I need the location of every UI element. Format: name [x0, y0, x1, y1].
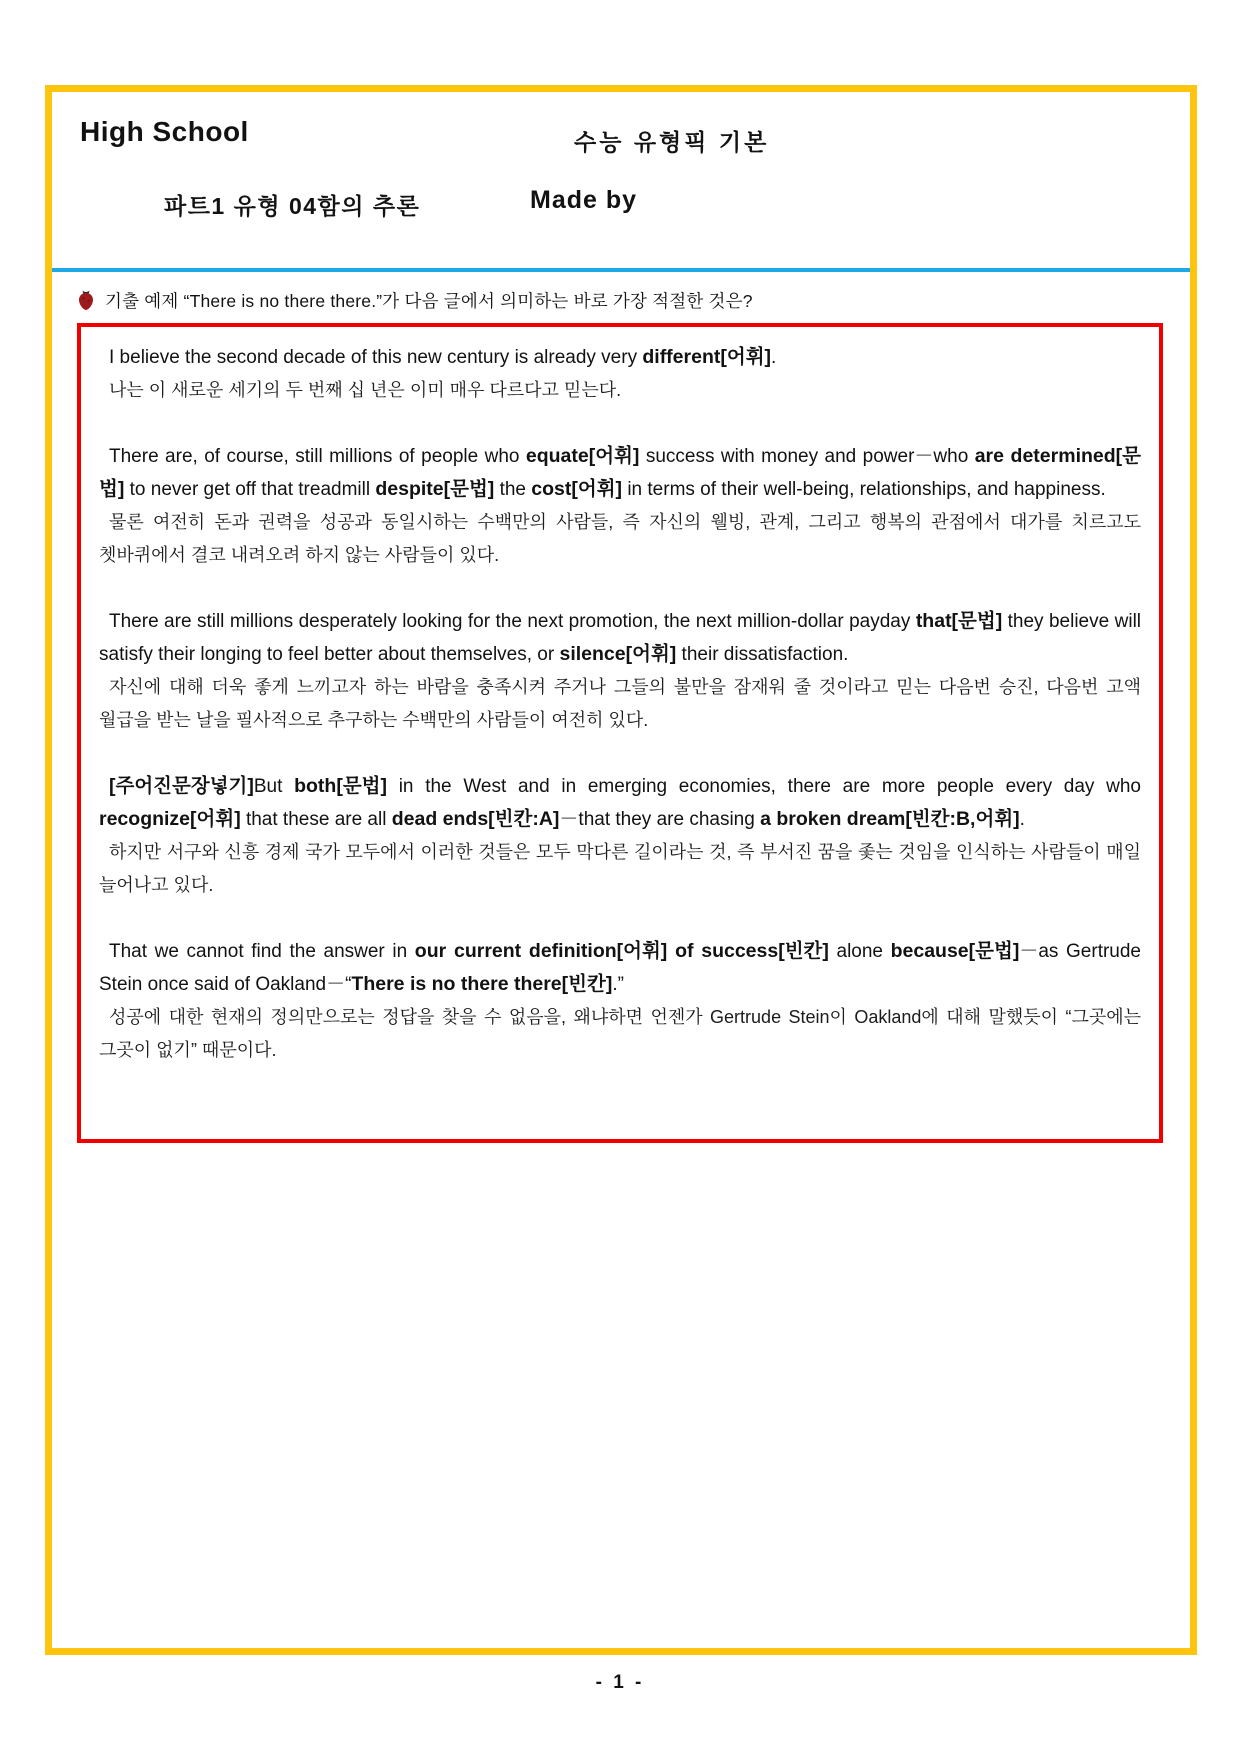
passage-term-bold: despite[문법]	[375, 478, 495, 500]
page-frame	[45, 85, 1197, 1655]
passage-paragraph-en	[99, 935, 1141, 1001]
passage-text: success with money and power－who	[639, 446, 975, 467]
passage-text: that these are all	[240, 809, 392, 830]
passage-text: .	[1019, 809, 1025, 830]
passage-text: －that they are chasing	[559, 809, 761, 830]
passage-term-bold: both[문법]	[294, 775, 387, 797]
passage-term-bold: There is no there there[빈칸]	[351, 973, 613, 995]
passage-text: their dissatisfaction.	[676, 644, 849, 665]
question-row	[52, 272, 1190, 317]
passage-text: .	[771, 347, 777, 368]
made-by-label: Made by	[530, 186, 638, 214]
header	[52, 92, 1190, 268]
passage-text: That we cannot find the answer in	[109, 941, 415, 962]
passage-paragraph-ko: 물론 여전히 돈과 권력을 성공과 동일시하는 수백만의 사람들, 즉 자신의 웰빙, 관계, 그리고 행복의 관점에서 대가를 치르고도 쳇바퀴에서 결코 내려오려 하지 않는 사람들이 있다.	[99, 512, 1141, 565]
passage-term-bold: because[문법]	[890, 940, 1020, 962]
passage-text: There are still millions desperately looking for the next promotion, the next million-dollar payday	[109, 611, 916, 632]
passage-box	[77, 323, 1163, 1143]
passage-text: .”	[612, 974, 624, 995]
passage-term-bold: recognize[어휘]	[99, 808, 241, 830]
question-text: 기출 예제 “There is no there there.”가 다음 글에서 의미하는 바로 가장 적절한 것은?	[105, 290, 753, 311]
school-name: High School	[80, 116, 249, 147]
passage-paragraph-en	[99, 770, 1141, 836]
passage-text: alone	[828, 941, 891, 962]
passage-paragraph-en	[99, 440, 1141, 506]
passage-paragraph-en	[99, 605, 1141, 671]
part-title: 파트1 유형 04함의 추론	[164, 193, 421, 219]
passage-term-bold: dead ends[빈칸:A]	[391, 808, 560, 830]
passage-text: in terms of their well-being, relationships, and happiness.	[622, 479, 1106, 500]
passage-text: in the West and in emerging economies, there are more people every day who	[386, 776, 1141, 797]
passage-text: I believe the second decade of this new century is already very	[109, 347, 643, 368]
series-title: 수능 유형픽 기본	[574, 129, 770, 155]
passage-term-bold: [주어진문장넣기]	[109, 775, 254, 797]
passage-paragraph-ko: 자신에 대해 더욱 좋게 느끼고자 하는 바람을 충족시켜 주거나 그들의 불만을 잠재워 줄 것이라고 믿는 다음번 승진, 다음번 고액 월급을 받는 날을 필사적으로 추구하는 수백만의 사람들이 여전히 있다.	[99, 677, 1141, 730]
page-number: - 1 -	[595, 1672, 645, 1693]
passage-paragraph-en	[99, 341, 1141, 374]
passage-paragraph-ko: 하지만 서구와 신흥 경제 국가 모두에서 이러한 것들은 모두 막다른 길이라는 것, 즉 부서진 꿈을 좇는 것임을 인식하는 사람들이 매일 늘어나고 있다.	[99, 842, 1141, 895]
passage-term-bold: that[문법]	[915, 610, 1003, 632]
passage-text: they believe will satisfy their longing to feel better about themselves, or	[99, 611, 1142, 665]
passage-term-bold: silence[어휘]	[559, 643, 677, 665]
passage-text: But	[253, 776, 295, 797]
strawberry-icon	[76, 289, 96, 311]
passage-paragraph-ko: 나는 이 새로운 세기의 두 번째 십 년은 이미 매우 다르다고 믿는다.	[109, 380, 622, 400]
passage-term-bold: different[어휘]	[642, 346, 772, 368]
passage-term-bold: a broken dream[빈칸:B,어휘]	[760, 808, 1020, 830]
passage-term-bold: equate[어휘]	[525, 445, 640, 467]
passage-term-bold: cost[어휘]	[531, 478, 623, 500]
passage-text: －as Gertrude Stein once said of Oakland－“	[99, 941, 1141, 995]
passage-term-bold: are determined[문법]	[99, 445, 1141, 500]
passage-text: There are, of course, still millions of people who	[109, 446, 526, 467]
passage-term-bold: our current definition[어휘] of success[빈칸]	[414, 940, 829, 962]
passage-text: the	[494, 479, 532, 500]
passage-text: to never get off that treadmill	[124, 479, 376, 500]
passage-paragraph-ko: 성공에 대한 현재의 정의만으로는 정답을 찾을 수 없음을, 왜냐하면 언젠가 Gertrude Stein이 Oakland에 대해 말했듯이 “그곳에는 그곳이 없기” 때문이다.	[99, 1007, 1141, 1060]
